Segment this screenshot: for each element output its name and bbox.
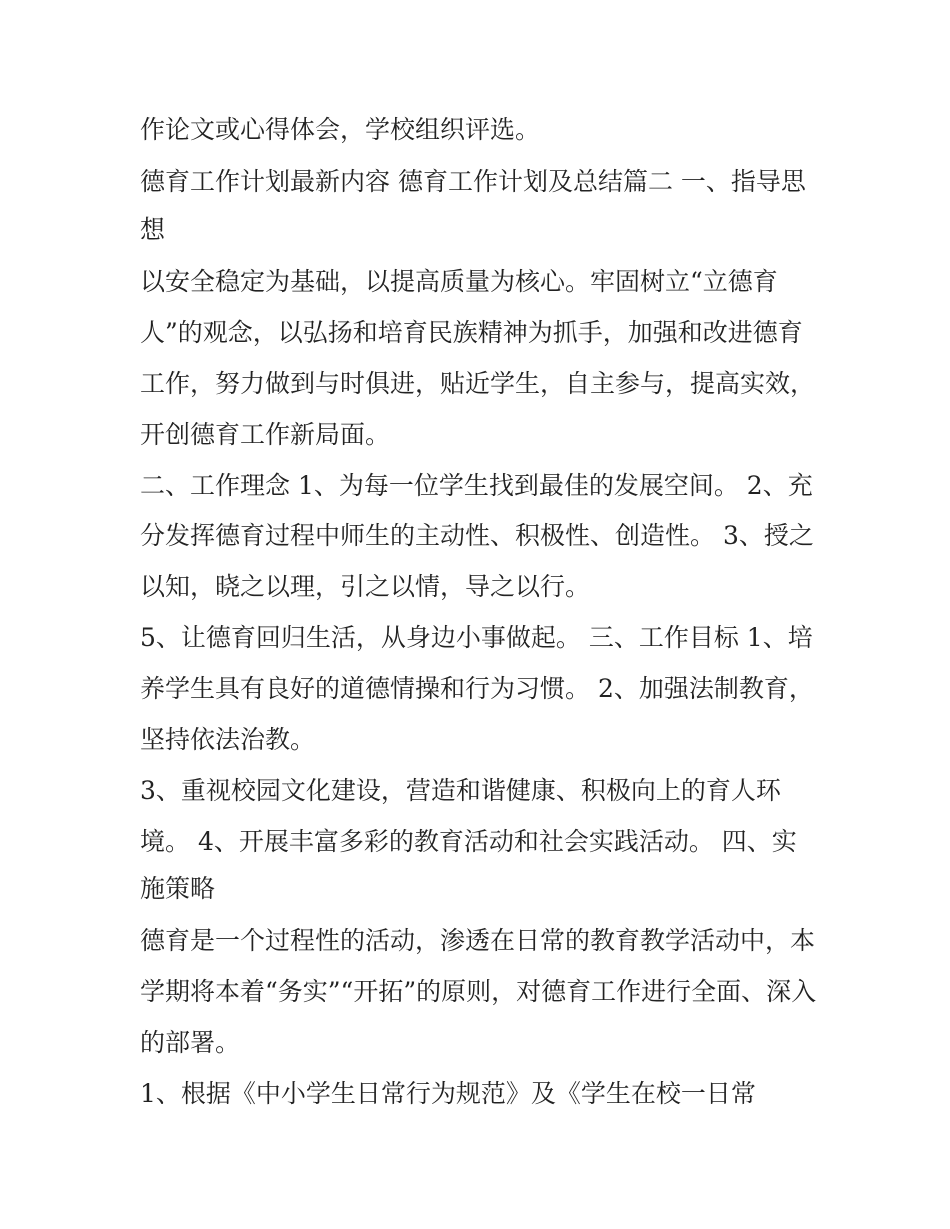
text-line: 施策略 [140,874,216,903]
text-line: 德育工作计划最新内容 德育工作计划及总结篇二 一、指导思 [140,167,806,196]
text-line: 养学生具有良好的道德情操和行为习惯。 2、加强法制教育， [140,674,814,703]
text-line: 境。 4、开展丰富多彩的教育活动和社会实践活动。 四、实 [140,827,797,856]
text-line: 分发挥德育过程中师生的主动性、积极性、创造性。 3、授之 [140,521,814,550]
text-line: 以安全稳定为基础，以提高质量为核心。牢固树立“立德育 [140,267,778,296]
text-line: 1、根据《中小学生日常行为规范》及《学生在校一日常 [140,1079,756,1108]
text-line: 坚持依法治教。 [140,725,316,754]
text-line: 开创德育工作新局面。 [140,420,391,449]
text-line: 的部署。 [140,1028,241,1057]
text-line: 人”的观念，以弘扬和培育民族精神为抓手，加强和改进德育 [140,318,803,347]
text-line: 5、让德育回归生活，从身边小事做起。 三、工作目标 1、培 [140,623,813,652]
text-line: 作论文或心得体会，学校组织评选。 [140,115,541,144]
text-line: 学期将本着“务实”“开拓”的原则，对德育工作进行全面、深入 [140,977,817,1006]
text-line: 德育是一个过程性的活动，渗透在日常的教育教学活动中，本 [140,926,816,955]
text-line: 3、重视校园文化建设，营造和谐健康、积极向上的育人环 [140,776,781,805]
text-line: 工作，努力做到与时俱进，贴近学生，自主参与，提高实效， [140,369,816,398]
text-line: 以知，晓之以理，引之以情，导之以行。 [140,572,591,601]
text-line: 二、工作理念 1、为每一位学生找到最佳的发展空间。 2、充 [140,471,813,500]
text-line: 想 [140,215,166,244]
